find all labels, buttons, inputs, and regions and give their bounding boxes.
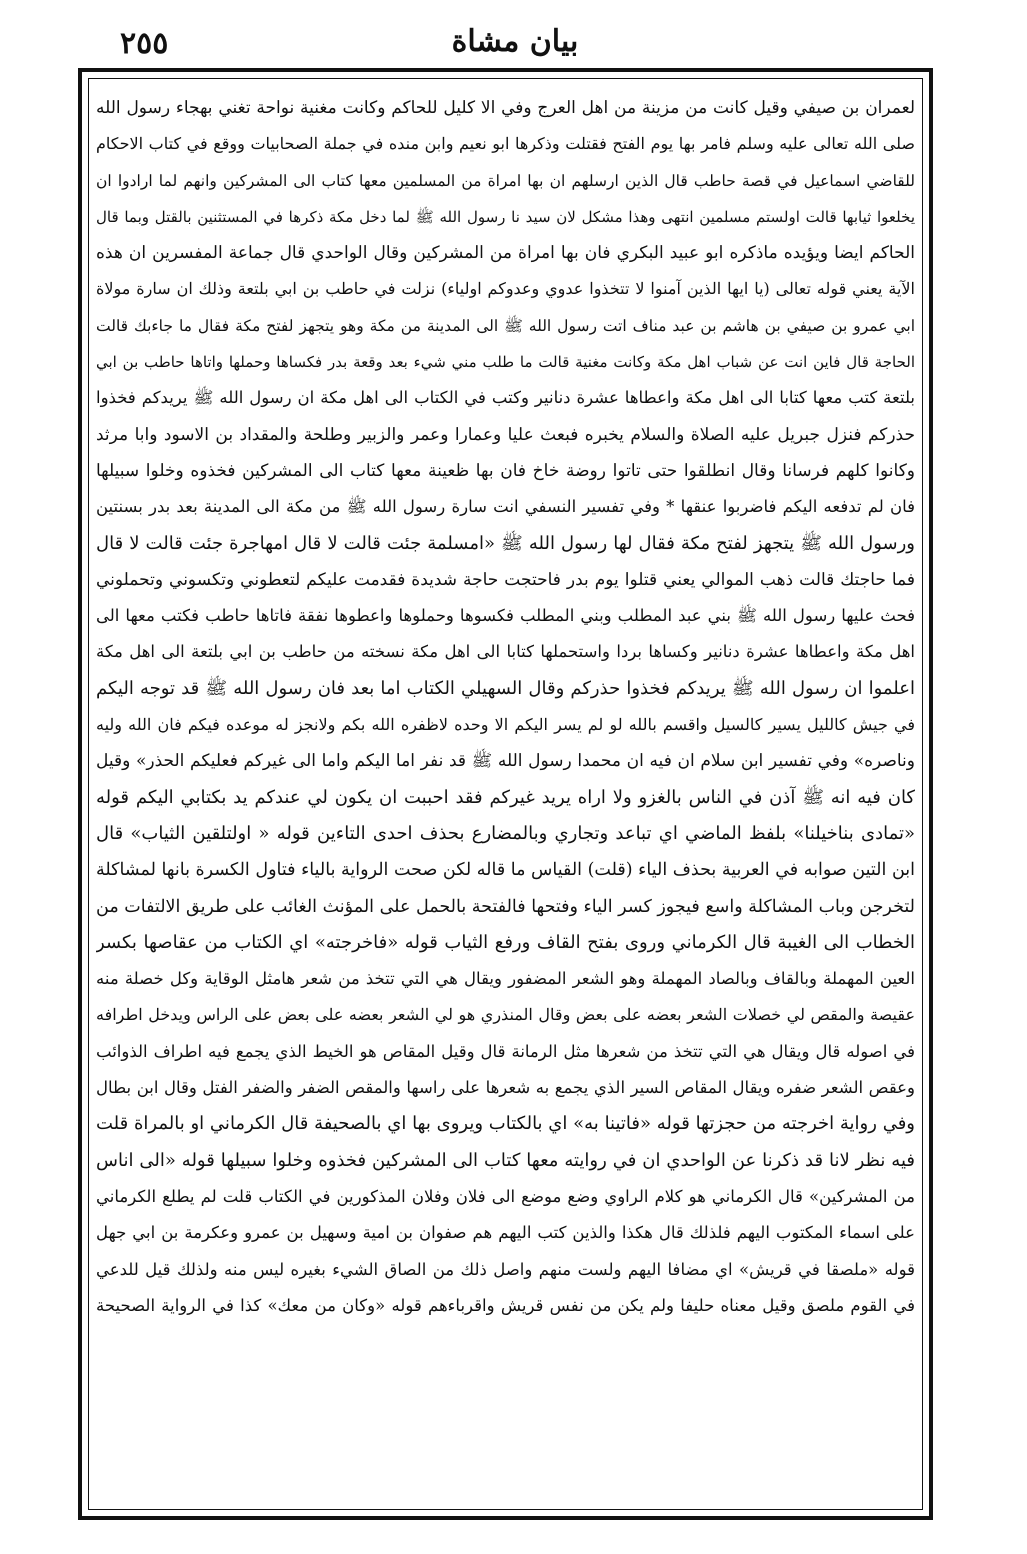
text-line: اعلموا ان رسول الله ﷺ يريدكم فخذوا حذركم وقال السهيلي الكتاب اما بعد فان رسول الله ﷺ قد توجه اليكم	[96, 677, 915, 699]
text-line: الحاكم ايضا ويؤيده ماذكره ابو عبيد البكري فان بها امراة من المشركين وقال الواحدي قال جماعة المفسرين ان هذه	[96, 243, 915, 264]
text-line: الآية يعني قوله تعالى (يا ايها الذين آمنوا لا تتخذوا عدوي وعدوكم اولياء) نزلت في حاطب بن ابي بلتعة وذلك ان سارة مولاة	[96, 279, 915, 299]
text-line: عقيصة والمقص لي خصلات الشعر بعضه على بعض وقال المنذري هو لي الشعر بعضه على بعض على الراس ويدخل اطرافه	[96, 1005, 915, 1025]
text-line: لتخرجن وباب المشاكلة واسع فيجوز كسر الياء وفتحها فالفتحة بالحمل على المؤنث الغائب على طريق الالتفات من	[96, 896, 915, 917]
text-line: في جيش كالليل يسير كالسيل واقسم بالله لو لم يسر اليكم الا وحده لاظفره الله بكم ولانجز له موعده فيكم فان الله وليه	[96, 715, 915, 735]
text-line: قوله «ملصقا في قريش» اي مضافا اليهم ولست منهم واصل ذلك من الصاق الشيء بغيره ليس منه ولذلك قيل للدعي	[96, 1259, 915, 1279]
text-line: ابي عمرو بن صيفي بن هاشم بن عبد مناف اتت رسول الله ﷺ الى المدينة من مكة وهو يتجهز لفتح مكة فقال ما جاءبك قالت	[96, 316, 915, 335]
text-line: في القوم ملصق وقيل معناه حليفا ولم يكن من نفس قريش واقرباءهم قوله «وكان من معك» كذا في الرواية الصحيحة	[96, 1295, 915, 1315]
text-line: للقاضي اسماعيل في قصة حاطب قال الذين ارسلهم ان بها امراة من المسلمين معها كتاب الى المشركين وانهم لما ارادوا ان	[96, 171, 915, 190]
text-body	[96, 90, 915, 1502]
text-line: ورسول الله ﷺ يتجهز لفتح مكة فقال لها رسول الله ﷺ «امسلمة جئت قالت لا قال امهاجرة جئت قالت لا قال	[96, 532, 915, 554]
text-line: يخلعوا ثيابها قالت اولستم مسلمين انتهى وهذا مشكل لان سيد نا رسول الله ﷺ لما دخل مكة ذكرها في المستثنين بالقتل وبما قال	[96, 207, 915, 226]
text-line: صلى الله تعالى عليه وسلم فامر بها يوم الفتح فقتلت وذكرها ابو نعيم وابن منده في جملة الصحابيات ووقع في كتاب الاحكام	[96, 134, 915, 154]
text-line: «تمادى بناخيلنا» بلفظ الماضي اي تباعد وتجاري وبالمضارع بحذف احدى التاءين قوله « اولتلقين الثياب» قال	[96, 822, 915, 844]
text-line: الحاجة قال فاين انت عن شباب اهل مكة وكانت مغنية قالت ما طلب مني شيء بعد وقعة بدر فكساها وحملها واتاها حاطب بن ابي	[96, 353, 915, 372]
text-line: الخطاب الى الغيبة قال الكرماني وروى بفتح القاف ورفع الثياب قوله «فاخرجته» اي الكتاب من عقاصها بكسر	[96, 931, 915, 953]
text-line: من المشركين» قال الكرماني هو كلام الراوي وضع موضع الى فلان وفلان المذكورين في الكتاب قلت لم يطلع الكرماني	[96, 1186, 915, 1206]
text-line: كان فيه انه ﷺ آذن في الناس بالغزو ولا اراه يريد غيركم فقد احببت ان يكون لي عندكم يد بكتابي اليكم قوله	[96, 786, 915, 808]
text-line: وناصره» وفي تفسير ابن سلام ان فيه ان محمدا رسول الله ﷺ قد نفر اما اليكم واما الى غيركم فعليكم الحذر» وقيل	[96, 751, 915, 772]
text-line: في اصوله قال ويقال هي التي تتخذ من شعرها مثل الرمانة قال وقيل المقاص هو الخيط الذي يجمع فيه اطراف الذوائب	[96, 1041, 915, 1061]
text-line: لعمران بن صيفي وقيل كانت من مزينة من اهل العرج وفي الا كليل للحاكم وكانت مغنية نواحة تغني بهجاء رسول الله	[96, 98, 915, 118]
text-line: بلتعة كتب معها كتابا الى اهل مكة واعطاها عشرة دنانير وكتب في الكتاب الى اهل مكة ان رسول الله ﷺ يريدكم فخذوا	[96, 388, 915, 408]
page-header	[60, 18, 970, 68]
text-line: العين المهملة وبالقاف وبالصاد المهملة وهو الشعر المضفور ويقال هي التي تتخذ من شعر هامثل الوقاية وكل خصلة منه	[96, 969, 915, 989]
text-line: وفي رواية اخرجته من حجزتها قوله «فاتينا به» اي بالكتاب ويروى بها اي بالصحيفة قال الكرماني او بالمراة قلت	[96, 1113, 915, 1135]
text-line: فحث عليها رسول الله ﷺ بني عبد المطلب وبني المطلب فكسوها وحملوها واعطوها نفقة فاتاها حاطب فكتب معها الى	[96, 606, 915, 626]
page-number: ٢٥٥	[120, 26, 169, 61]
text-line: على اسماء المكتوب اليهم فلذلك قال هكذا والذين كتب اليهم هم صفوان بن امية وسهيل بن عمرو وعكرمة بن ابي جهل	[96, 1223, 915, 1243]
text-line: فما حاجتك قالت ذهب الموالي يعني قتلوا يوم بدر فاحتجت حاجة شديدة فقدمت عليكم لتعطوني وتكسوني وتحملوني	[96, 569, 915, 590]
text-line: وعقص الشعر ضفره ويقال المقاص السير الذي يجمع به شعرها على راسها والمقص الضفر والضفر الفتل وقال ابن بطال	[96, 1078, 915, 1098]
text-line: وكانوا كلهم فرسانا وقال انطلقوا حتى تاتوا روضة خاخ فان بها ظعينة معها كتاب الى المشركين فخذوه وخلوا سبيلها	[96, 460, 915, 481]
running-title: بيان مشاة	[451, 24, 579, 59]
text-line: اهل مكة واعطاها عشرة دنانير وكساها بردا واستحملها كتابا الى اهل مكة نسخته من حاطب بن ابي بلتعة الى اهل مكة	[96, 642, 915, 662]
text-line: حذركم فنزل جبريل عليه الصلاة والسلام يخبره فبعث عليا وعمارا وعمر والزبير وطلحة والمقداد بن الاسود وابا مرثد	[96, 424, 915, 445]
text-line: ابن التين صوابه في العربية بحذف الياء (قلت) القياس ما قاله لكن صحت الرواية بالياء فتاول الكسرة بانها لمشاكلة	[96, 860, 915, 881]
text-line: فان لم تدفعه اليكم فاضربوا عنقها * وفي تفسير النسفي انت سارة رسول الله ﷺ من مكة الى المدينة بعد بدر بسنتين	[96, 497, 915, 517]
text-line: فيه نظر لانا قد ذكرنا عن الواحدي ان في روايته معها كتاب الى المشركين فخذوه وخلوا سبيلها قوله «الى اناس	[96, 1149, 915, 1171]
